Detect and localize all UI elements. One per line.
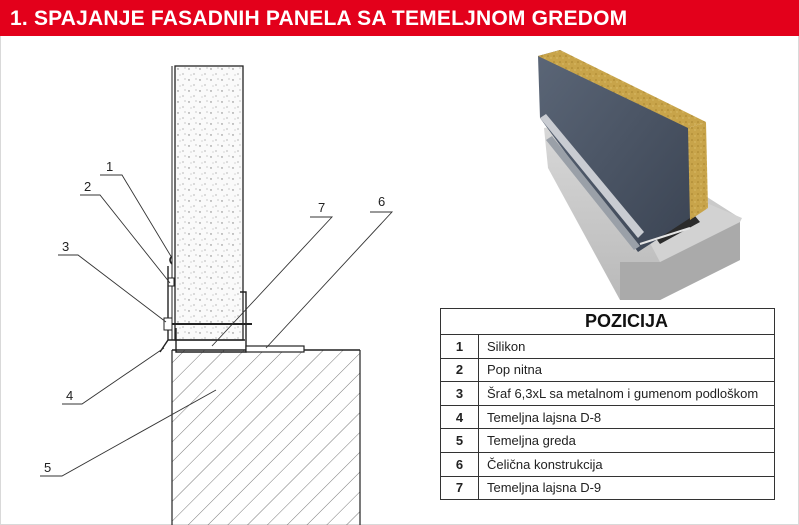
facade-panel — [172, 66, 243, 340]
callout-2: 2 — [84, 179, 92, 194]
row-number: 2 — [441, 358, 479, 382]
callout-1: 1 — [106, 159, 114, 174]
row-number: 6 — [441, 452, 479, 476]
callout-7: 7 — [318, 200, 326, 215]
table-row — [441, 452, 775, 476]
table-heading: POZICIJA — [441, 309, 775, 335]
row-description: Temeljna greda — [479, 429, 775, 453]
row-description: Čelična konstrukcija — [479, 452, 775, 476]
callout-3: 3 — [62, 239, 70, 254]
panel-render-3d — [500, 44, 780, 306]
callout-6: 6 — [378, 194, 386, 209]
callout-4: 4 — [66, 388, 74, 403]
table-row — [441, 335, 775, 359]
page-title: 1. SPAJANJE FASADNIH PANELA SA TEMELJNOM GREDOM — [10, 7, 628, 30]
table-row — [441, 429, 775, 453]
row-number: 3 — [441, 382, 479, 406]
row-description: Temeljna lajsna D-9 — [479, 476, 775, 500]
row-number: 5 — [441, 429, 479, 453]
steel-structure — [246, 346, 304, 352]
row-description: Šraf 6,3xL sa metalnom i gumenom podloškom — [479, 382, 775, 406]
row-number: 7 — [441, 476, 479, 500]
section-drawing — [0, 36, 420, 525]
row-description: Pop nitna — [479, 358, 775, 382]
callout-5: 5 — [44, 460, 52, 475]
table-row — [441, 358, 775, 382]
table-row — [441, 382, 775, 406]
row-number: 4 — [441, 405, 479, 429]
table-row — [441, 476, 775, 500]
positions-table — [440, 308, 775, 500]
table-row — [441, 405, 775, 429]
title-bar — [0, 0, 799, 36]
row-number: 1 — [441, 335, 479, 359]
table-header-row — [441, 309, 775, 335]
row-description: Silikon — [479, 335, 775, 359]
row-description: Temeljna lajsna D-8 — [479, 405, 775, 429]
foundation-beam — [172, 350, 360, 525]
